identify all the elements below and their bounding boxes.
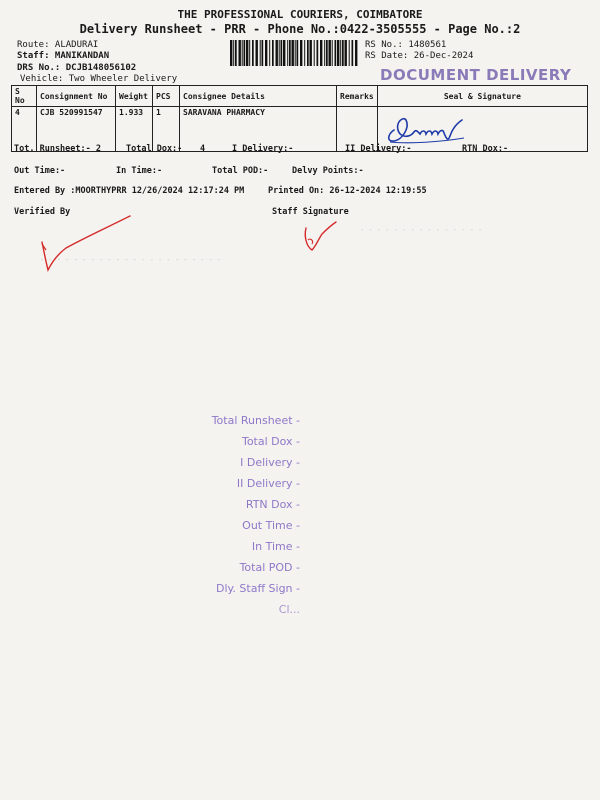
- barcode-bar: [324, 40, 325, 66]
- barcode-bar: [300, 40, 302, 66]
- barcode-bar: [335, 40, 337, 66]
- stamp-line: Total Dox -: [241, 435, 300, 448]
- barcode-bar: [310, 40, 312, 66]
- barcode-bar: [326, 40, 328, 66]
- rtn-dox: RTN Dox:-: [462, 144, 509, 154]
- barcode-bar: [314, 40, 315, 66]
- staff: Staff: MANIKANDAN: [17, 51, 110, 61]
- total-pod: Total POD:-: [212, 166, 269, 176]
- in-time: In Time:-: [116, 166, 163, 176]
- col-pcs: PCS: [153, 86, 180, 107]
- stamp-line: Total POD -: [239, 561, 300, 574]
- delvy-points: Delvy Points:-: [292, 166, 364, 176]
- barcode-bar: [332, 40, 333, 66]
- stamp-line: Total Runsheet -: [211, 414, 300, 427]
- stamp-line: II Delivery -: [236, 477, 300, 490]
- consignment-table: [11, 85, 588, 152]
- rs-no: RS No.: 1480561: [365, 40, 447, 50]
- company-title: THE PROFESSIONAL COURIERS, COIMBATORE: [177, 8, 423, 21]
- barcode-bar: [349, 40, 350, 66]
- barcode-bar: [337, 40, 339, 66]
- total-dox-label: Total Dox:-: [126, 144, 183, 154]
- cell-sno: 4: [12, 107, 37, 152]
- barcode-bar: [292, 40, 294, 66]
- document-delivery-stamp: DOCUMENT DELIVERY: [380, 66, 572, 84]
- printed-on: Printed On: 26-12-2024 12:19:55: [268, 186, 427, 196]
- barcode-bar: [235, 40, 237, 66]
- bleed-through-line: - - - - - - - - - - - - - - - - - - - - - -: [40, 256, 222, 264]
- rs-date: RS Date: 26-Dec-2024: [365, 51, 474, 61]
- stamp-line: RTN Dox -: [245, 498, 300, 511]
- col-remarks: Remarks: [337, 86, 378, 107]
- barcode-bar: [345, 40, 347, 66]
- col-consignment: Consignment No: [37, 86, 116, 107]
- barcode-bar: [283, 40, 285, 66]
- cell-pcs: 1: [153, 107, 180, 152]
- sheet-title: Delivery Runsheet - PRR - Phone No.:0422-3505555 - Page No.:2: [79, 22, 521, 36]
- ii-delivery: II Delivery:-: [345, 144, 412, 154]
- staff-signature-label: Staff Signature: [272, 207, 349, 217]
- barcode-bar: [304, 40, 305, 66]
- barcode-bar: [342, 40, 344, 66]
- barcode-bar: [279, 40, 280, 66]
- barcode-bar: [244, 40, 246, 66]
- barcode-bar: [329, 40, 331, 66]
- barcode-bar: [320, 40, 322, 66]
- barcode-bar: [295, 40, 296, 66]
- barcode-bar: [317, 40, 319, 66]
- stamp-line: I Delivery -: [240, 456, 300, 469]
- col-seal: Seal & Signature: [377, 86, 587, 107]
- cell-consignment: CJB 520991547: [37, 107, 116, 152]
- barcode-bar: [297, 40, 299, 66]
- barcode-bar: [260, 40, 261, 66]
- red-tick-mark: [30, 210, 140, 280]
- barcode-bar: [276, 40, 278, 66]
- barcode-bar: [242, 40, 243, 66]
- barcode-bar: [352, 40, 354, 66]
- barcode-bar: [269, 40, 270, 66]
- stamp-line: In Time -: [251, 540, 300, 553]
- barcode-image: [230, 40, 358, 66]
- cell-weight: 1.933: [116, 107, 153, 152]
- stamp-line: Cl...: [278, 603, 300, 616]
- barcode-bar: [289, 40, 291, 66]
- vehicle: Vehicle: Two Wheeler Delivery: [20, 74, 178, 84]
- barcode-bar: [287, 40, 288, 66]
- stamp-line: Out Time -: [242, 519, 300, 532]
- stamp-line: Dly. Staff Sign -: [215, 582, 300, 595]
- entered-by: Entered By :MOORTHYPRR 12/26/2024 12:17:24 PM: [14, 186, 245, 196]
- recipient-signature: [380, 108, 480, 148]
- verified-by: Verified By: [14, 207, 71, 217]
- barcode-bar: [249, 40, 250, 66]
- bleed-through-line: - - - - - - - - - - - - - - -: [360, 226, 483, 234]
- col-weight: Weight: [116, 86, 153, 107]
- col-sno: S No: [12, 86, 37, 107]
- table-header-row: [12, 86, 588, 107]
- i-delivery: I Delivery:-: [232, 144, 294, 154]
- red-check-mark: [296, 218, 346, 258]
- barcode-bar: [256, 40, 258, 66]
- barcode-bar: [252, 40, 254, 66]
- tot-runsheet: Tot. Runsheet:- 2: [14, 144, 101, 154]
- barcode-bar: [230, 40, 232, 66]
- barcode-bar: [355, 40, 357, 66]
- route: Route: ALADURAI: [17, 40, 99, 50]
- drs-no: DRS No.: DCJB148056102: [17, 63, 137, 73]
- out-time: Out Time:-: [14, 166, 66, 176]
- col-consignee: Consignee Details: [180, 86, 337, 107]
- cell-consignee: SARAVANA PHARMACY: [180, 107, 337, 152]
- barcode-bar: [262, 40, 264, 66]
- barcode-bar: [265, 40, 267, 66]
- barcode-bar: [307, 40, 309, 66]
- barcode-bar: [233, 40, 234, 66]
- barcode-bar: [281, 40, 283, 66]
- barcode-bar: [239, 40, 241, 66]
- barcode-bar: [246, 40, 248, 66]
- barcode-bar: [272, 40, 274, 66]
- total-dox-value: 4: [200, 144, 206, 154]
- barcode-bar: [340, 40, 341, 66]
